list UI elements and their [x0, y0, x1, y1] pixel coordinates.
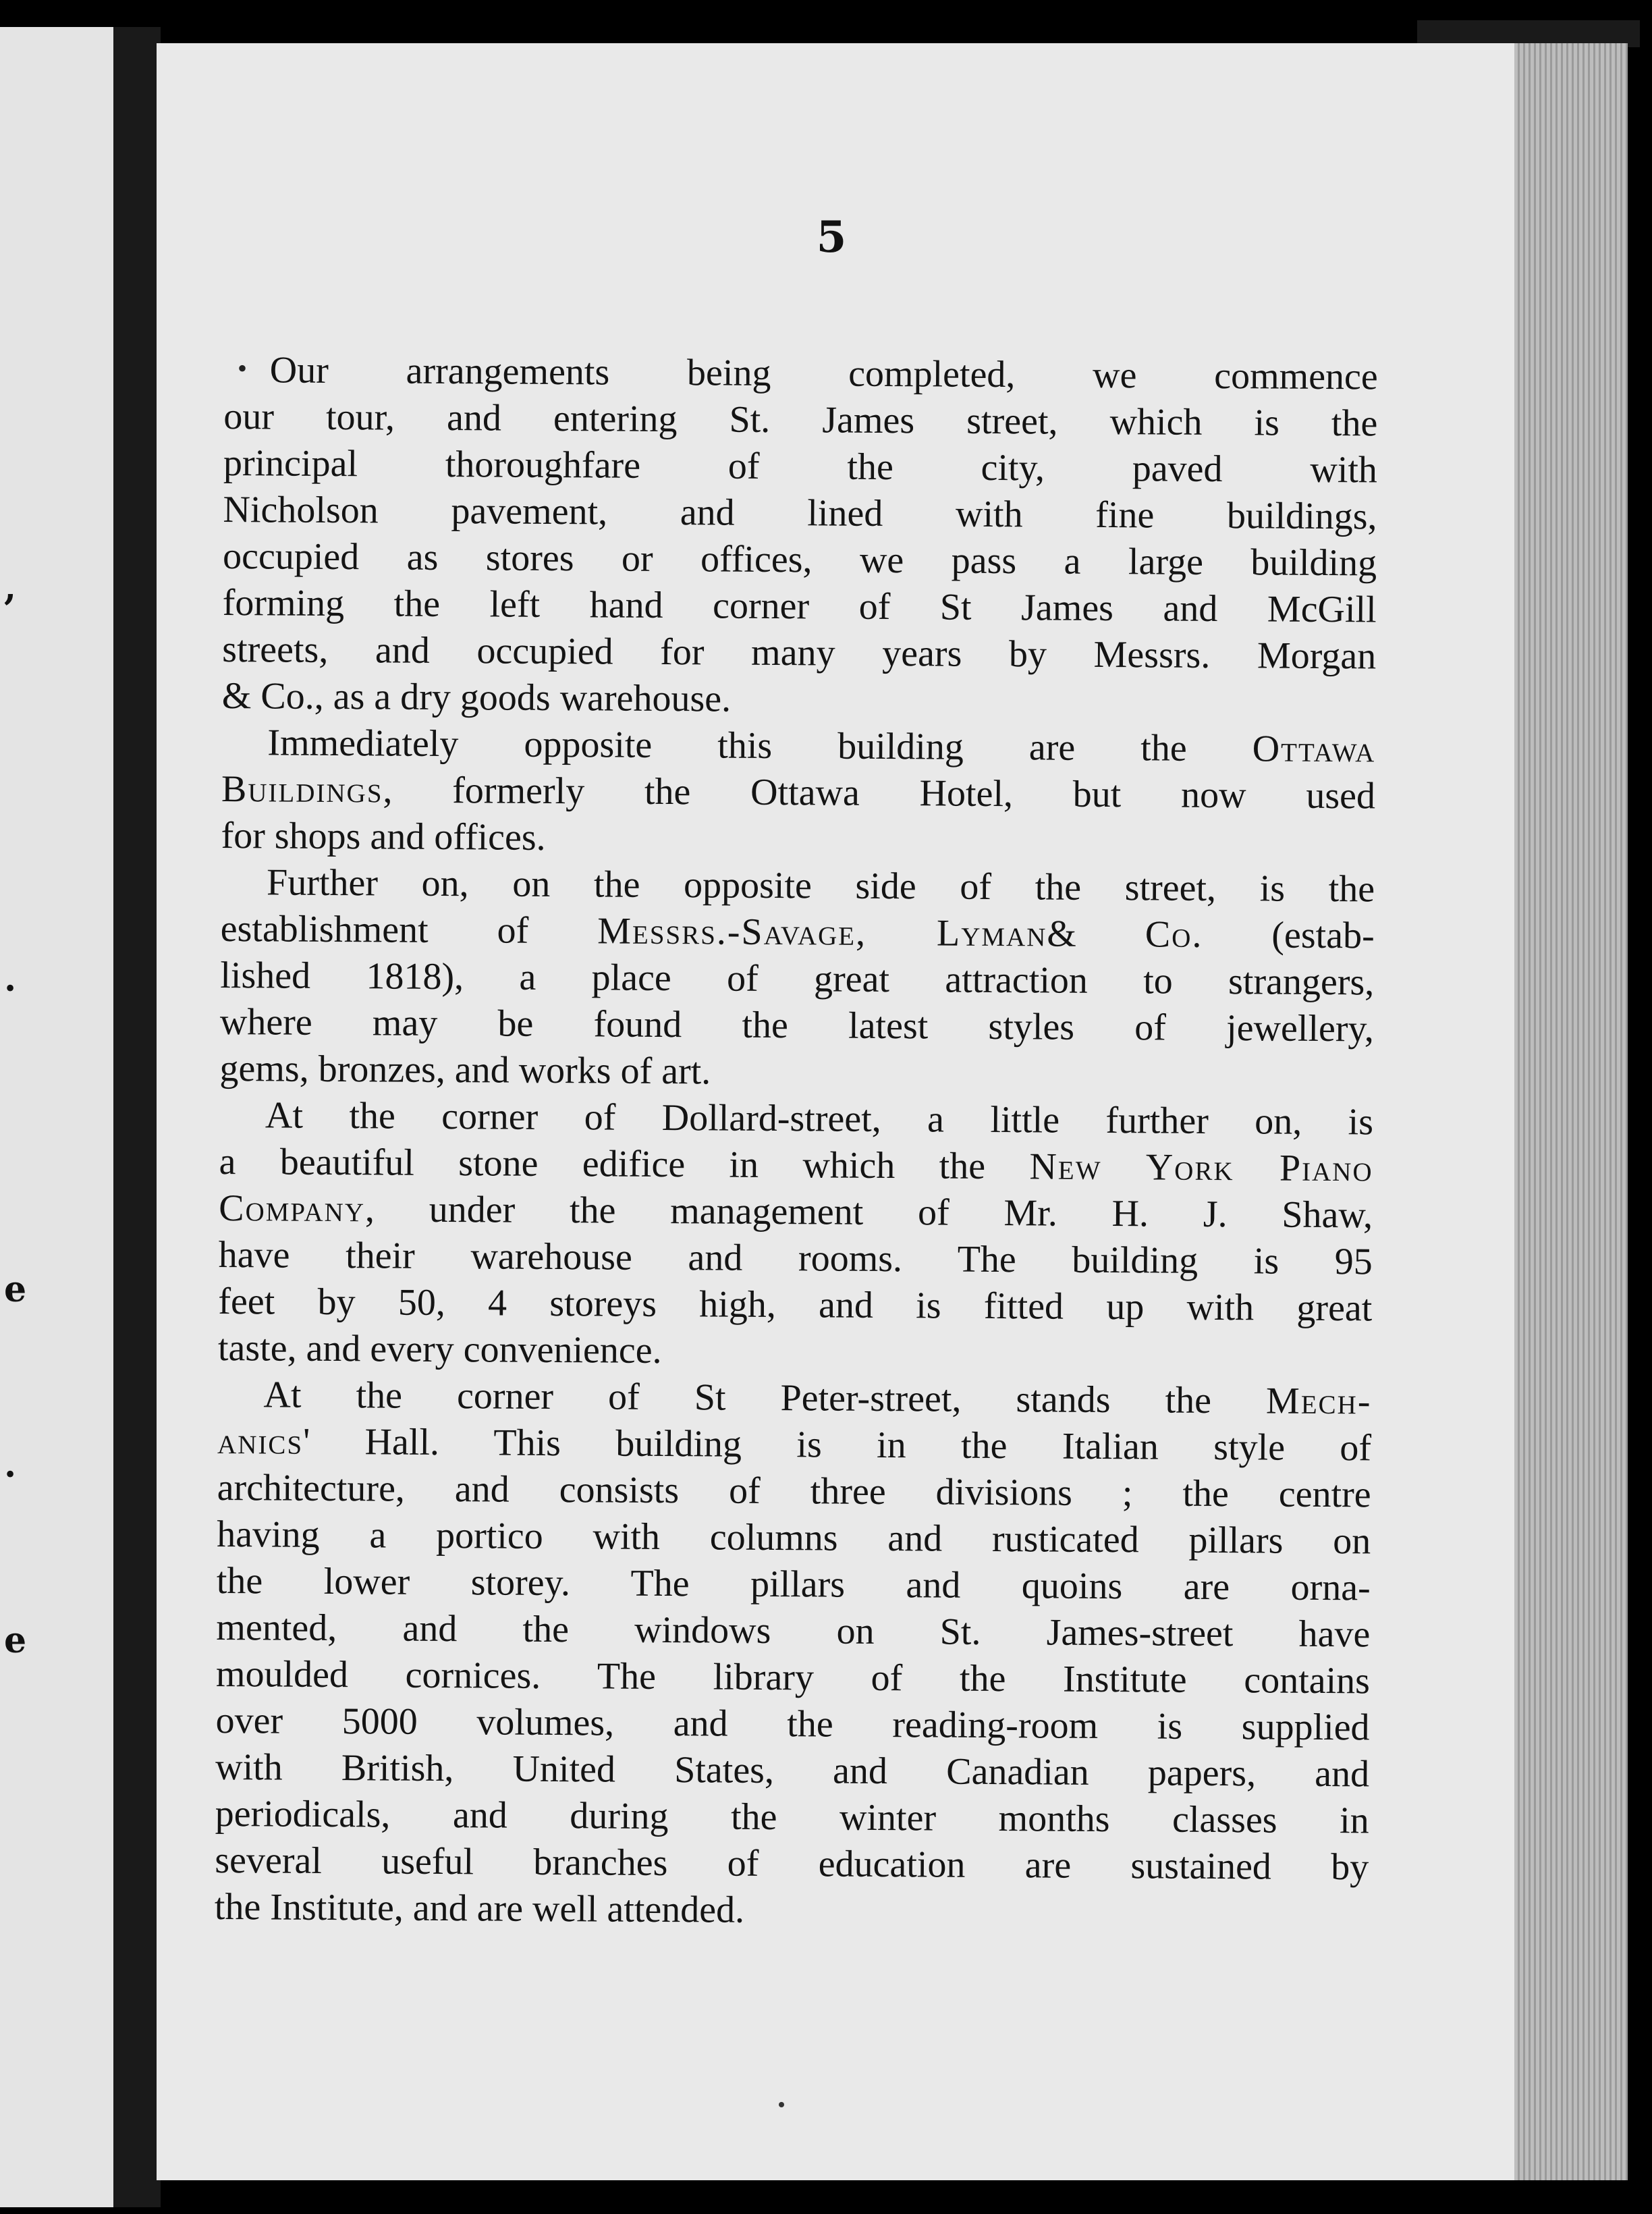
text-line: & Co., as a dry goods warehouse.	[221, 674, 732, 720]
margin-dot: •	[238, 353, 248, 383]
text-line: At the corner of St Peter-street, stands the Mech-	[263, 1374, 1372, 1423]
paragraph	[218, 1092, 1373, 1378]
text-line: occupied as stores or offices, we pass a large building	[222, 535, 1377, 585]
text-line: Further on, on the opposite side of the street, is the	[266, 861, 1375, 911]
page-speck	[779, 2102, 784, 2107]
text-line: the Institute, and are well attended.	[214, 1885, 745, 1931]
previous-page-edge	[0, 27, 113, 2207]
small-caps-name: Messrs.-Savage, Lyman	[597, 910, 1047, 955]
paragraph	[221, 720, 1375, 866]
text-line: over 5000 volumes, and the reading-room is supplied	[215, 1699, 1370, 1749]
text-line: gems, bronzes, and works of art.	[219, 1047, 711, 1093]
text-line: Company, under the management of Mr. H. J. Shaw,	[219, 1187, 1373, 1237]
text-line: principal thoroughfare of the city, paved with	[223, 441, 1378, 491]
text-line: the lower storey. The pillars and quoins are orna-	[216, 1559, 1371, 1609]
text-line: where may be found the latest styles of jewellery,	[219, 1000, 1375, 1050]
text-line: forming the left hand corner of St James and McGill	[222, 581, 1377, 631]
small-caps-name: Company	[219, 1187, 366, 1231]
text-line: Immediately opposite this building are the Ottawa	[267, 722, 1376, 771]
text-line: feet by 50, 4 storeys high, and is fitted up with great	[218, 1280, 1373, 1330]
text-line: periodicals, and during the winter months classes in	[215, 1792, 1369, 1842]
body-text	[215, 347, 1378, 1937]
text-line: establishment of Messrs.-Savage, Lyman& Co. (estab-	[220, 907, 1375, 957]
text-line: Buildings, formerly the Ottawa Hotel, but now used	[221, 767, 1376, 817]
text-line: taste, and every convenience.	[217, 1326, 662, 1372]
previous-page-mark: .	[4, 959, 17, 1000]
page-stack-edges	[1514, 43, 1628, 2180]
text-line: At the corner of Dollard-street, a little further on, is	[265, 1094, 1374, 1143]
text-line: lished 1818), a place of great attraction to strangers,	[220, 954, 1375, 1004]
small-caps-name: anics	[217, 1420, 304, 1463]
text-line: with British, United States, and Canadian papers, and	[215, 1746, 1370, 1796]
small-caps-name: Buildings	[221, 767, 383, 811]
small-caps-name: Ottawa	[1252, 728, 1376, 771]
text-line: for shops and offices.	[221, 814, 546, 859]
text-line: several useful branches of education are sustained by	[215, 1839, 1369, 1889]
book-gutter	[113, 27, 161, 2207]
text-line: Nicholson pavement, and lined with fine buildings,	[223, 488, 1377, 538]
text-line: have their warehouse and rooms. The building is 95	[218, 1233, 1373, 1283]
text-line: anics' Hall. This building is in the Italian style of	[217, 1420, 1372, 1469]
previous-page-mark: .	[4, 1444, 17, 1486]
text-line: architecture, and consists of three divisions ; the centre	[217, 1466, 1371, 1516]
small-caps-name: New York Piano	[1029, 1145, 1373, 1190]
text-line: Our arrangements being completed, we commence	[269, 349, 1378, 398]
previous-page-mark: e	[4, 1620, 27, 1661]
previous-page-mark: e	[4, 1269, 27, 1310]
text-line: having a portico with columns and rusticated pillars on	[217, 1513, 1371, 1563]
text-line: moulded cornices. The library of the Institute contains	[215, 1652, 1371, 1702]
paragraph	[219, 859, 1375, 1099]
small-caps-name: Mech-	[1265, 1380, 1372, 1423]
paragraph	[222, 347, 1378, 726]
page-number: 5	[816, 212, 847, 263]
small-caps-name: Co.	[1145, 913, 1203, 956]
text-line: mented, and the windows on St. James-street have	[216, 1606, 1371, 1656]
text-line: our tour, and entering St. James street, which is the	[223, 395, 1378, 445]
text-line: streets, and occupied for many years by Messrs. Morgan	[222, 628, 1377, 678]
paragraph	[215, 1372, 1372, 1937]
text-line: a beautiful stone edifice in which the New York Piano	[219, 1140, 1373, 1190]
previous-page-mark: ,	[4, 567, 17, 608]
book-page	[157, 43, 1514, 2180]
